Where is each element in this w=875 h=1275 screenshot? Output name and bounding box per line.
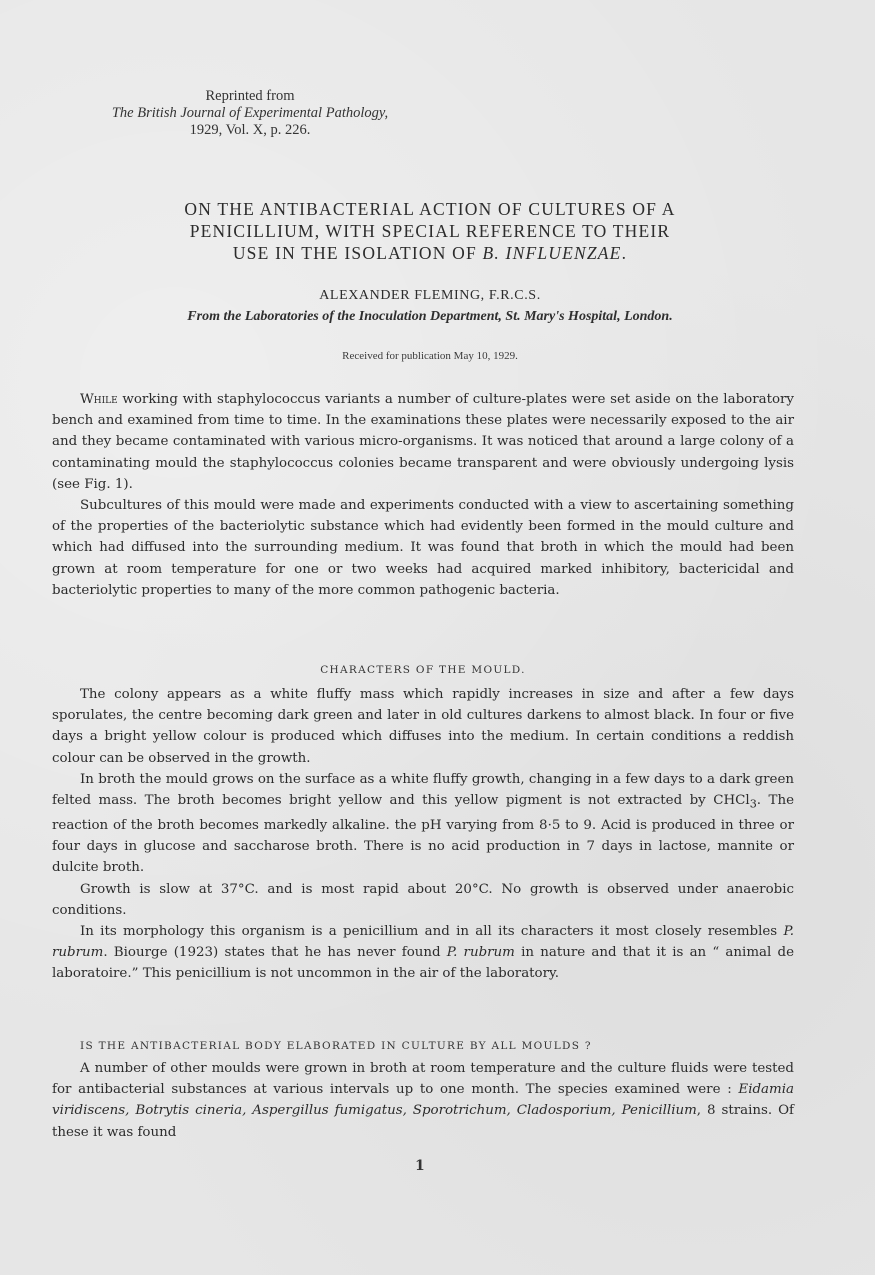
- received-date: Received for publication May 10, 1929.: [342, 350, 518, 362]
- title-line-3-suffix: .: [621, 243, 628, 263]
- journal-name: The British Journal of Experimental Pathology,: [111, 105, 389, 121]
- title-line-3-prefix: USE IN THE ISOLATION OF: [232, 243, 483, 263]
- title-line-2: PENICILLIUM, WITH SPECIAL REFERENCE TO THEIR: [189, 221, 671, 241]
- characters-paragraph-3: Growth is slow at 37°C. and is most rapid about 20°C. No growth is observed under anaerobic conditions.: [52, 881, 794, 918]
- journal-citation: 1929, Vol. X, p. 226.: [189, 122, 311, 138]
- section-heading-characters: CHARACTERS OF THE MOULD.: [320, 664, 526, 676]
- characters-paragraph-2: [52, 769, 794, 879]
- page-number: 1: [415, 1158, 425, 1174]
- species-name: P. rubrum: [446, 945, 515, 961]
- author-name: ALEXANDER FLEMING, F.R.C.S.: [319, 288, 541, 303]
- characters-paragraph-4-a: In its morphology this organism is a penicillium and in all its characters it most closely resembles: [80, 923, 784, 939]
- characters-paragraph-4-b: . Biourge (1923) states that he has never found: [103, 945, 447, 961]
- intro-paragraph-1: [52, 389, 794, 495]
- chloroform-subscript: 3: [749, 797, 757, 811]
- introduction: [52, 389, 794, 601]
- species-list: Eidamia viridiscens, Botrytis cineria, Aspergillus fumigatus, Sporotrichum, Cladosporium, Penicillium: [52, 1082, 794, 1119]
- title-line-1: ON THE ANTIBACTERIAL ACTION OF CULTURES OF A: [184, 199, 676, 219]
- drop-lead-word: While: [80, 392, 118, 407]
- characters-paragraph-2-b: . The reaction of the broth becomes markedly alkaline. the pH varying from 8·5 to 9. Acid is produced in three or four days in glucose and saccharose broth. There is no acid production in 7 days in lactose, mannite or dulcite broth.: [52, 793, 795, 876]
- moulds-paragraph-1-b: , 8 strains. Of these it was found: [52, 1103, 794, 1140]
- moulds-paragraph-1-a: A number of other moulds were grown in broth at room temperature and the culture fluids were tested for antibacterial substances at various intervals up to one month. The species examined were :: [52, 1061, 794, 1098]
- characters-paragraph-2-a: In broth the mould grows on the surface as a white fluffy growth, changing in a few days to a dark green felted mass. The broth becomes bright yellow and this yellow pigment is not extracted by CHCl: [52, 771, 794, 809]
- section-characters: [52, 684, 794, 985]
- author-affiliation: From the Laboratories of the Inoculation Department, St. Mary's Hospital, London.: [187, 309, 673, 324]
- characters-paragraph-1: The colony appears as a white fluffy mass which rapidly increases in size and after a few days sporulates, the centre becoming dark green and later in old cultures darkens to almost black. In four or five days a bright yellow colour is produced which diffuses into the medium. In certain conditions a reddish colour can be observed in the growth.: [52, 687, 794, 766]
- title-line-3: [80, 242, 780, 264]
- section-all-moulds: [52, 1058, 794, 1143]
- section-heading-all-moulds: IS THE ANTIBACTERIAL BODY ELABORATED IN CULTURE BY ALL MOULDS ?: [80, 1040, 592, 1052]
- intro-paragraph-1-text: working with staphylococcus variants a number of culture-plates were set aside on the laboratory bench and examined from time to time. In the examinations these plates were necessarily exposed to the air and they became contaminated with various micro-organisms. It was noticed that around a large colony of a contaminating mould the staphylococcus colonies became transparent and were obviously undergoing lysis (see Fig. 1).: [52, 392, 794, 492]
- species-name: P. rubrum: [52, 923, 794, 961]
- characters-paragraph-4-c: in nature and that it is an “ animal de laboratoire.” This penicillium is not uncommon in the air of the laboratory.: [52, 945, 794, 982]
- moulds-paragraph-1: [52, 1058, 794, 1143]
- characters-paragraph-4: [52, 921, 794, 985]
- reprint-notice: [40, 88, 460, 139]
- title-organism: B. INFLUENZAE: [482, 243, 622, 263]
- reprint-label: Reprinted from: [205, 88, 295, 104]
- paper-title: [80, 198, 780, 264]
- intro-paragraph-2: Subcultures of this mould were made and experiments conducted with a view to ascertaining something of the properties of the bacteriolytic substance which had evidently been formed in the mould culture and which had diffused into the surrounding medium. It was found that broth in which the mould had been grown at room temperature for one or two weeks had acquired marked inhibitory, bactericidal and bacteriolytic properties to many of the more common pathogenic bacteria.: [52, 498, 794, 598]
